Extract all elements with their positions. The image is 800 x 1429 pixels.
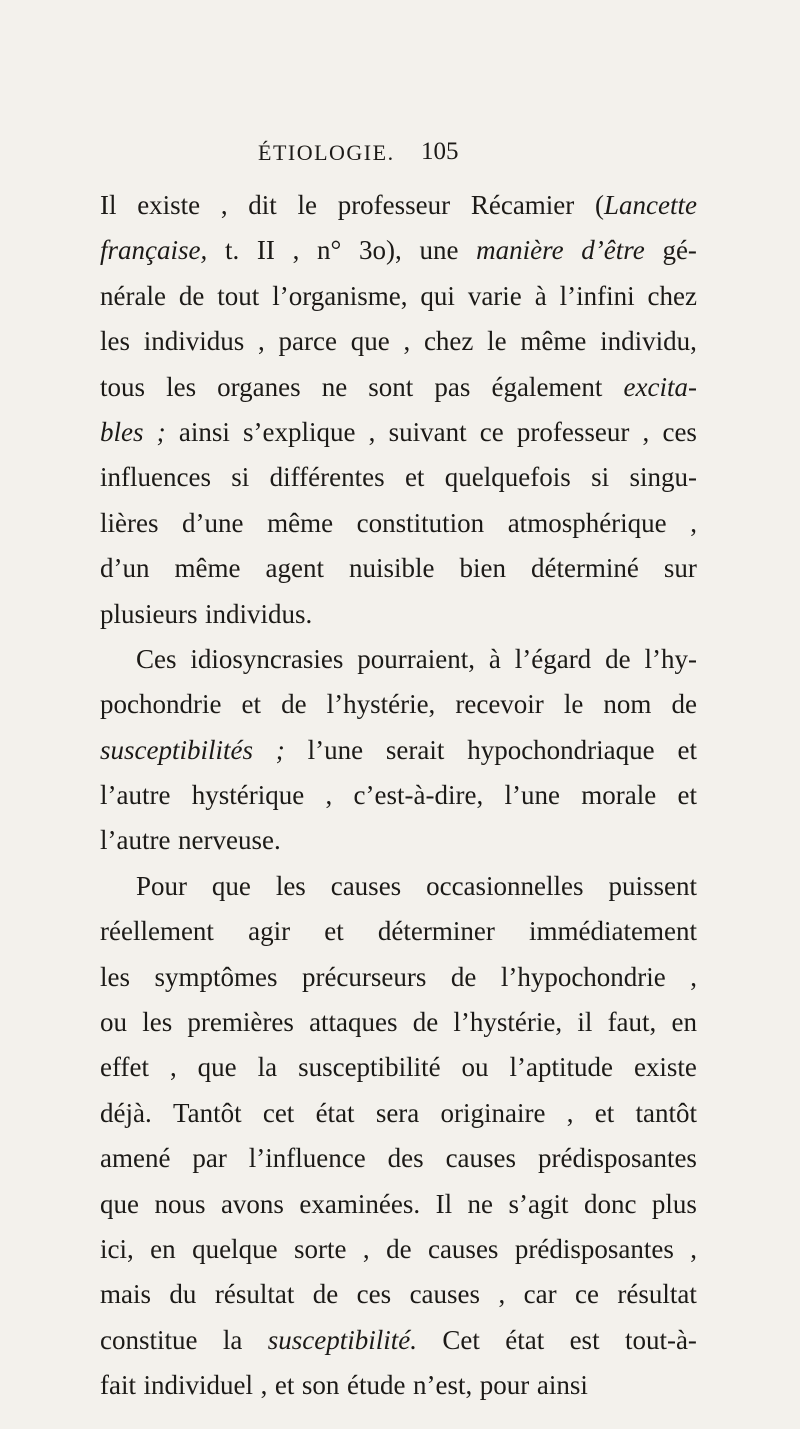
word: sur [663,553,697,584]
word: ne [321,371,348,402]
word: que [100,1188,139,1219]
word: 3o), [359,235,402,266]
word: de [605,643,631,674]
word: l’autre [100,825,171,856]
word: le [487,326,507,357]
word: influences [100,462,211,493]
word: pas [434,371,471,402]
word: II [256,235,275,266]
word: existe [137,190,201,220]
word: à [488,643,501,674]
word: d’être [581,235,645,266]
word: de [178,280,205,311]
word: et [274,1370,295,1401]
word: manière [476,235,564,266]
word: l’organisme, [272,280,408,311]
word: prédisposantes [514,1233,674,1264]
word: recevoir [455,689,544,720]
text-line [100,183,697,228]
word: les [275,870,306,901]
word: tout [217,280,260,311]
word: donc [583,1188,637,1219]
word: l’hy- [644,643,697,674]
word: de [412,1007,439,1038]
word: et [324,916,344,947]
word: Il [435,1188,453,1219]
word: et [677,780,697,811]
word: état [315,1097,355,1128]
word: , [362,1233,370,1264]
word: pourraient, [357,643,475,674]
word: car [523,1279,557,1310]
word: t. [224,235,240,266]
word: de [281,689,307,720]
word: il [577,1007,593,1038]
word: Récamier [470,190,575,220]
text-line [100,319,697,364]
word: suivant [388,416,467,447]
word: Il [100,190,117,220]
word: Ces [136,643,177,674]
word: même [174,553,241,584]
word: individu, [600,326,697,357]
word: de [450,961,477,992]
word: ces [662,416,697,447]
word: ici, [100,1233,134,1264]
word: nuisible [348,553,435,584]
word: plusieurs [100,598,198,629]
word: , [260,1370,268,1401]
word: d’une [182,507,244,538]
word: à [534,280,547,311]
text-line [100,637,697,682]
text-line [100,228,697,273]
word: nerveuse. [178,825,281,856]
word: ainsi [536,1370,588,1401]
word: d’un [100,553,150,584]
word: état [505,1324,545,1355]
word: par [192,1143,227,1174]
word: singu- [629,462,697,493]
word: déterminé [530,553,639,584]
word: premières [187,1007,294,1038]
word: , [325,780,333,811]
word: également [491,371,603,402]
word: , [292,235,300,266]
word: agent [265,553,324,584]
text-line [100,274,697,319]
text-line [100,773,697,818]
word: individus. [205,598,313,629]
word: nous [154,1188,206,1219]
text-line [100,1227,697,1272]
word: en [671,1007,697,1038]
word: l’une [307,734,364,765]
word: constitution [356,507,485,538]
word: , [220,190,228,220]
word: l’autre [100,780,171,811]
word: , [690,961,697,992]
word: professeur [516,416,630,447]
word: qui [420,280,455,311]
running-title: ÉTIOLOGIE. [258,140,395,165]
word: même [520,326,587,357]
text-line [100,1272,697,1317]
word: dit [248,190,277,220]
text-line [100,909,697,954]
word: même [267,507,334,538]
text-line [100,365,697,410]
word: réellement [100,916,214,947]
word: sont [368,371,414,402]
word: et [594,1097,615,1128]
word: individuel [143,1370,254,1401]
word: de [671,689,697,720]
word: les [142,1007,173,1038]
word: morale [581,780,657,811]
word: , [169,1052,177,1083]
text-line [100,682,697,727]
text-line [100,592,697,637]
running-head [258,140,698,176]
word: examinées. [299,1188,421,1219]
word: est [569,1324,600,1355]
word: s’agit [508,1188,569,1219]
text-line [100,1182,697,1227]
text-line [100,410,697,455]
word: précurseurs [301,961,427,992]
word: pochondrie [100,689,222,720]
word: organes [217,371,301,402]
text-line [100,1045,697,1090]
word: , [690,1233,697,1264]
word: du [169,1279,197,1310]
word: que [350,326,390,357]
word: susceptibilités [100,734,253,765]
word: , [403,326,411,357]
word: plus [651,1188,697,1219]
word: causes [445,1143,517,1174]
word: puissent [608,870,697,901]
word: constitue [100,1324,198,1355]
word: des [387,1143,424,1174]
word: ce [575,1279,599,1310]
word: l’hystérie, [453,1007,563,1038]
word: n° [317,235,342,266]
word: c’est-à-dire, [353,780,484,811]
word: existe [633,1052,697,1083]
word: tous [100,371,146,402]
word: excita- [623,371,697,402]
word: française, [100,235,208,266]
word: gé- [662,235,697,266]
word: lières [100,507,159,538]
word: la [257,1052,278,1083]
word: causes [427,1233,499,1264]
word: , [258,326,265,357]
word: ou [100,1007,127,1038]
word: symptômes [154,961,278,992]
word: susceptibilité. [267,1324,417,1355]
word: n’est, [413,1370,473,1401]
word: cet [262,1097,295,1128]
word: nom [603,689,652,720]
word: bien [459,553,506,584]
word: , [498,1279,506,1310]
text-line [100,1318,697,1363]
text-line [100,546,697,591]
word: bles [100,416,144,447]
word: tantôt [635,1097,697,1128]
word: occasionnelles [426,870,584,901]
word: causes [409,1279,481,1310]
word: serait [385,734,445,765]
word: résultat [214,1279,295,1310]
word: ; [275,734,285,765]
word: le [297,190,317,220]
word: les [100,326,130,357]
word: quelque [192,1233,278,1264]
word: atmosphérique [507,507,667,538]
page-number: 105 [421,138,459,165]
word: l’hystérie, [326,689,436,720]
word: en [150,1233,176,1264]
word: si [591,462,610,493]
word: si [231,462,250,493]
word: amené [100,1143,171,1174]
word: les [100,961,130,992]
word: étude [346,1370,406,1401]
word: différentes [269,462,385,493]
word: l’infini [559,280,635,311]
word: effet [100,1052,149,1083]
word: et [677,734,697,765]
word: Pour [136,870,188,901]
text-line [100,1363,697,1408]
word: mais [100,1279,151,1310]
word: nérale [100,280,166,311]
word: , [690,507,697,538]
word: sera [375,1097,420,1128]
word: ce [479,416,504,447]
text-line [100,1000,697,1045]
word: individus [143,326,245,357]
word: ou [461,1052,489,1083]
word: l’égard [514,643,592,674]
word: agir [248,916,291,947]
text-line [100,501,697,546]
word: idiosyncrasies [190,643,344,674]
word: ainsi [178,416,230,447]
word: ; [156,416,166,447]
word: (Lancette [594,190,697,220]
body-text [100,183,697,1409]
word: parce [278,326,337,357]
word: de [386,1233,412,1264]
word: déterminer [377,916,495,947]
word: varie [467,280,522,311]
word: fait [100,1370,136,1401]
word: , [642,416,650,447]
word: le [563,689,584,720]
word: déjà. [100,1097,152,1128]
word: professeur [337,190,451,220]
text-line [100,864,697,909]
word: prédisposantes [537,1143,697,1174]
word: causes [330,870,402,901]
word: de [312,1279,339,1310]
text-line [100,818,697,863]
word: sorte [293,1233,347,1264]
word: hypochondriaque [467,734,655,765]
word: ces [356,1279,392,1310]
word: chez [423,326,474,357]
word: Tantôt [172,1097,242,1128]
word: les [166,371,197,402]
word: susceptibilité [298,1052,441,1083]
text-line [100,455,697,500]
word: faut, [607,1007,657,1038]
text-line [100,1136,697,1181]
text-line [100,955,697,1000]
word: chez [647,280,697,311]
word: l’aptitude [509,1052,613,1083]
word: tout-à- [624,1324,697,1355]
word: pour [479,1370,530,1401]
text-line [100,1091,697,1136]
word: résultat [617,1279,697,1310]
word: que [211,870,251,901]
word: s’explique [243,416,356,447]
word: quelquefois [444,462,571,493]
word: l’influence [248,1143,366,1174]
word: l’hypochondrie [500,961,666,992]
word: l’une [504,780,560,811]
word: Cet [442,1324,480,1355]
word: , [368,416,376,447]
word: attaques [309,1007,398,1038]
word: hystérique [191,780,305,811]
word: son [301,1370,340,1401]
word: immédiatement [529,916,697,947]
word: la [222,1324,243,1355]
word: et [241,689,262,720]
word: et [404,462,425,493]
word: originaire [440,1097,546,1128]
word: une [419,235,459,266]
word: ne [467,1188,494,1219]
word: que [197,1052,237,1083]
text-line [100,728,697,773]
word: , [566,1097,574,1128]
word: avons [220,1188,284,1219]
